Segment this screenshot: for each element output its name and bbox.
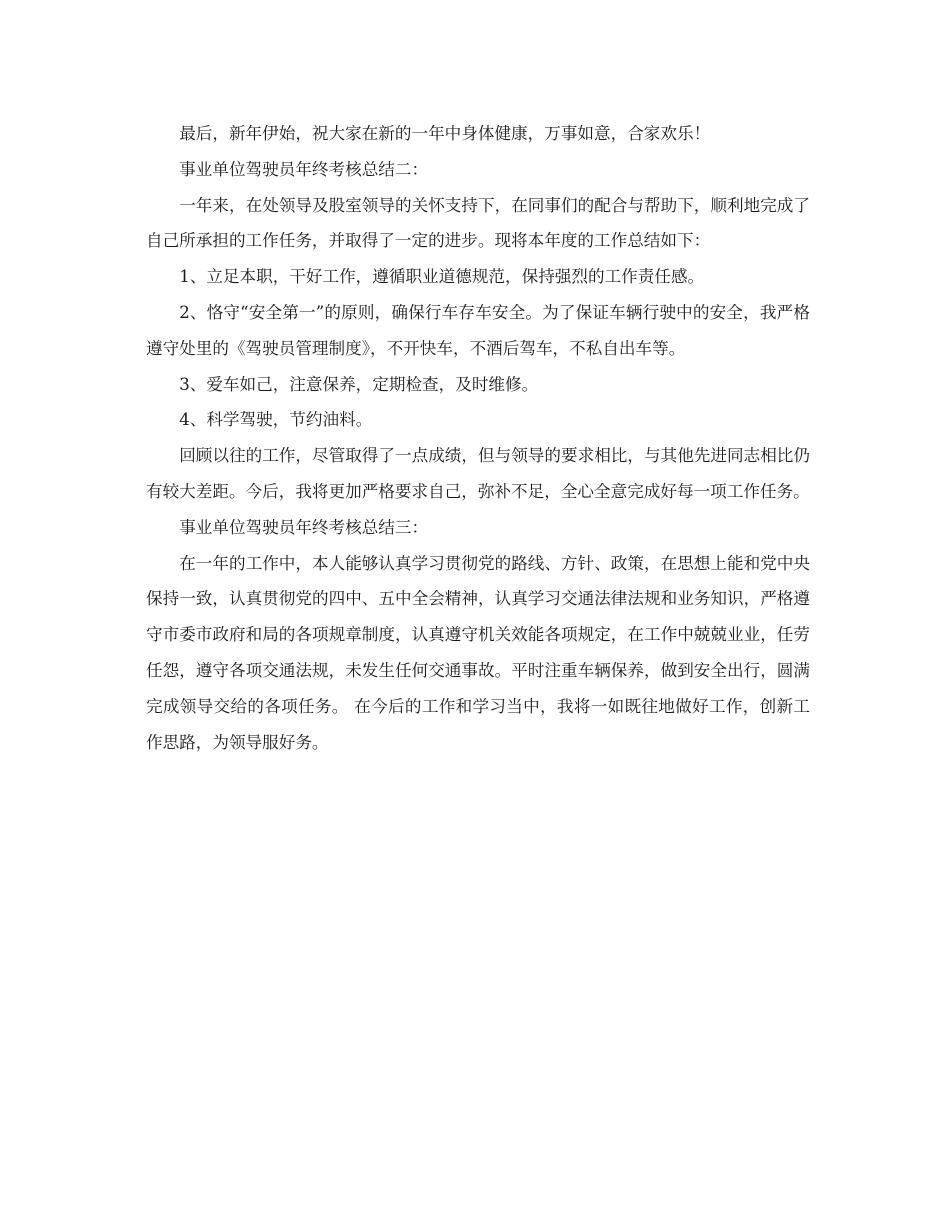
list-item-2: 2、恪守“安全第一”的原则，确保行车存车安全。为了保证车辆行驶中的安全，我严格遵守处里的《驾驶员管理制度》，不开快车，不酒后驾车，不私自出车等。 bbox=[146, 302, 810, 358]
list-item-4: 4、科学驾驶，节约油料。 bbox=[179, 410, 373, 430]
paragraph-summary-three-body: 在一年的工作中，本人能够认真学习贯彻党的路线、方针、政策，在思想上能和党中央保持一致，认真贯彻党的四中、五中全会精神，认真学习交通法律法规和业务知识，严格遵守市委市政府和局的各项规章制度，认真遵守机关效能各项规定，在工作中兢兢业业，任劳任怨，遵守各项交通法规，未发生任何交通事故。平时注重车辆保养，做到安全出行，圆满完成领导交给的各项任务。 在今后的工作和学习当中，我将一如既往地做好工作，创新工作思路，为领导服好务。 bbox=[146, 553, 810, 752]
paragraph-closing-wishes: 最后，新年伊始，祝大家在新的一年中身体健康，万事如意，合家欢乐！ bbox=[179, 124, 711, 143]
list-item-1: 1、立足本职，干好工作，遵循职业道德规范，保持强烈的工作责任感。 bbox=[179, 267, 705, 287]
paragraph-review: 回顾以往的工作，尽管取得了一点成绩，但与领导的要求相比，与其他先进同志相比仍有较大差距。今后，我将更加严格要求自己，弥补不足，全心全意完成好每一项工作任务。 bbox=[146, 446, 810, 501]
section-heading-summary-two: 事业单位驾驶员年终考核总结二： bbox=[179, 159, 429, 179]
paragraph-summary-two-intro: 一年来，在处领导及股室领导的关怀支持下，在同事们的配合与帮助下，顺利地完成了自己所承担的工作任务，并取得了一定的进步。现将本年度的工作总结如下： bbox=[146, 195, 810, 251]
document-body bbox=[146, 116, 810, 760]
list-item-3: 3、爱车如己，注意保养，定期检查，及时维修。 bbox=[179, 374, 539, 394]
section-heading-summary-three: 事业单位驾驶员年终考核总结三： bbox=[179, 517, 429, 537]
